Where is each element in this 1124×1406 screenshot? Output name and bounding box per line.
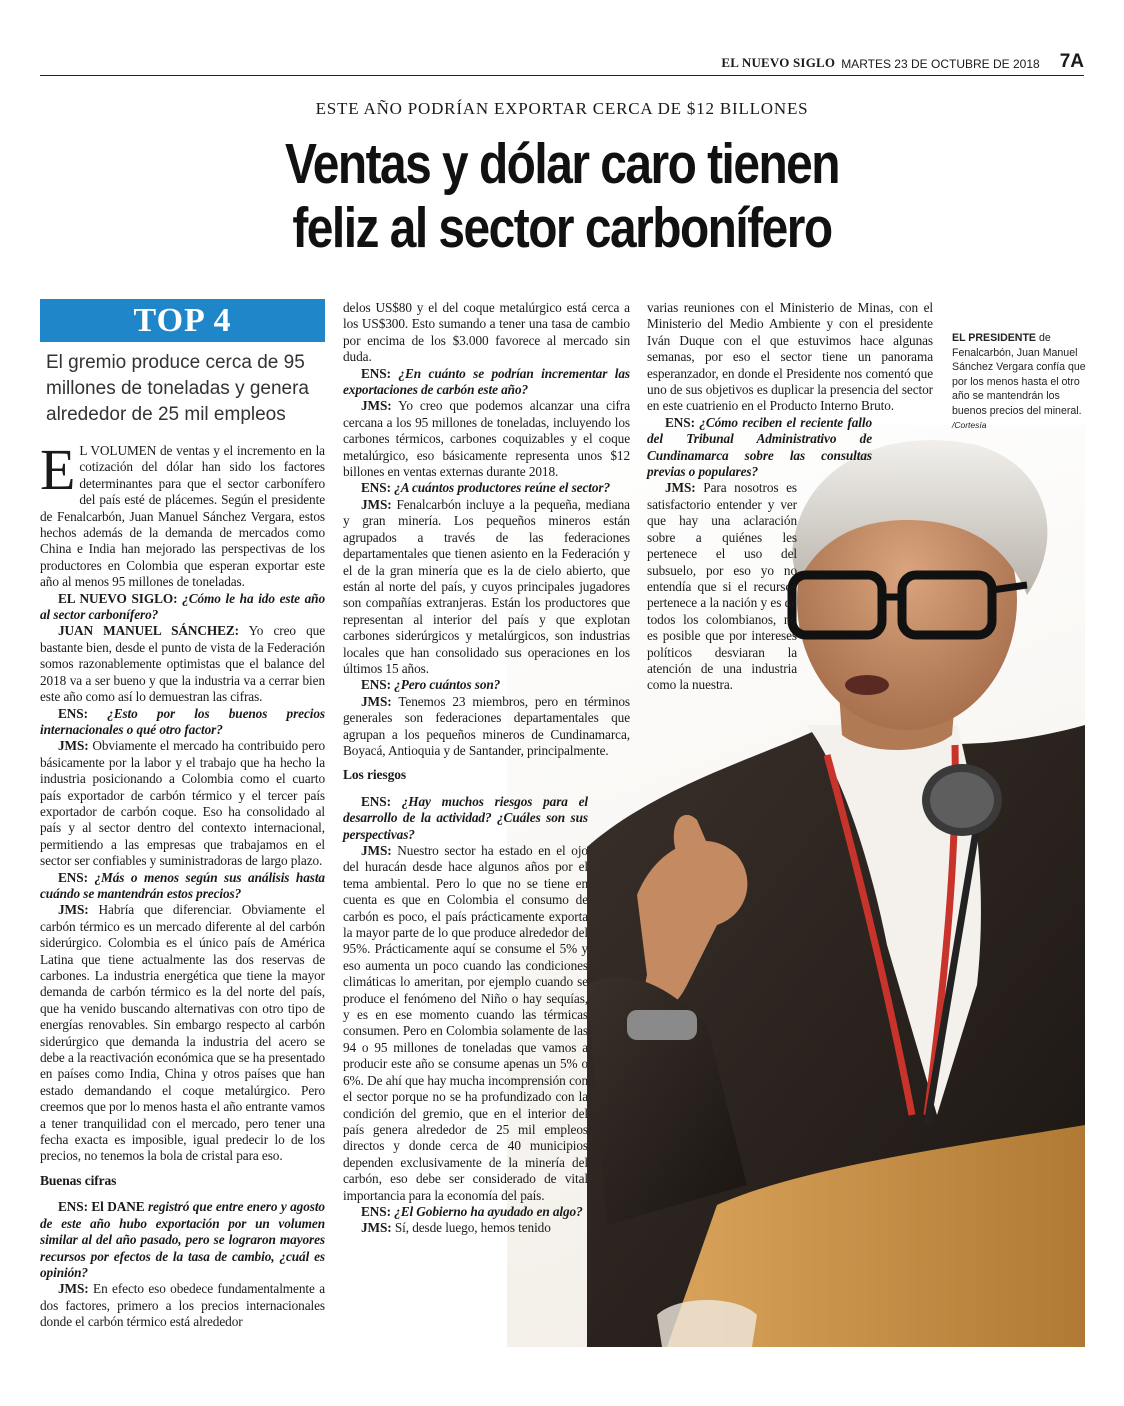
question-speaker: ENS: bbox=[361, 1203, 391, 1219]
newspaper-name: EL NUEVO SIGLO bbox=[721, 55, 836, 70]
answer-speaker: JMS: bbox=[58, 738, 89, 754]
answer-text: Nuestro sector ha estado en el ojo del huracán desde hace algunos años por el tema ambiental. Pero lo que no se tiene en cuenta es que en Colombia el consumo de carbón es poco, el país prácticamente exporta la mayor parte de lo que produce alrededor del 95%. Prácticamente aquí se consume el 5% y eso aumenta un poco cuando las condiciones climáticas lo ameritan, por ejemplo cuando se produce el fenómeno del Niño o hay sequías, y es en ese momento cuando las térmicas consumen. Pero en Colombia solamente de las 94 o 95 millones de toneladas que vamos a producir este año se consume apenas un 5% o 6%. De ahí que hay mucha incomprensión con el sector porque no se ha profundizado con la condición del gremio, que en el interior del país genera alrededor de 25 mil empleos directos y donde cerca de 40 municipios dependen exclusivamente de la minería del carbón, eso debe ser considerado de vital importancia para la economía del país. bbox=[343, 843, 588, 1203]
answer-continued: delos US$80 y el del coque metalúrgico está cerca a los US$300. Esto sumando a tener una tasa de cambio por encima de los $3.000 favorece al mercado sin duda. bbox=[343, 300, 630, 365]
question-text: ¿Cómo reciben el reciente fallo del Tribunal Administrativo de Cundinamarca sobre las consultas previas o populares? bbox=[647, 414, 873, 480]
question-text: registró que entre enero y agosto de este año hubo exportación por un volumen similar al del año pasado, pero se lograron mayores recursos por efectos de la tasa de cambio, ¿cuál es opinión? bbox=[40, 1199, 325, 1280]
answer-text: Sí, desde luego, hemos tenido bbox=[394, 1220, 551, 1236]
answer-text: Para nosotros es satisfactorio entender y ver que hay una aclaración sobre a quiénes les pertenece el uso del subsuelo, por eso yo no entendía que si el recursos pertenece a la nación y es de todos los colombianos, no es posible que por intereses políticos desviaran la atención de una industria como la nuestra. bbox=[647, 480, 797, 693]
drop-cap: E bbox=[40, 437, 76, 502]
article-column-3 bbox=[647, 300, 933, 694]
article-column-1 bbox=[40, 437, 326, 1331]
question-emphasis: El DANE bbox=[91, 1199, 145, 1215]
headline bbox=[90, 132, 1034, 260]
answer-speaker: JMS: bbox=[361, 1220, 392, 1236]
top4-summary: El gremio produce cerca de 95 millones de toneladas y genera alrededor de 25 mil empleos bbox=[46, 352, 310, 425]
answer-speaker: JMS: bbox=[58, 1281, 89, 1297]
intro-paragraph: L VOLUMEN de ventas y el incremento en la cotización del dólar han sido los factores determinantes para que el sector carbonífero del país esté de plácemes. Según el presidente de Fenalcarbón, Juan Manuel Sánchez Vergara, estos hechos además de la demanda de mercados como China e India han mejorado las perspectivas de los productores en Colombia que esperan exportar este año al menos 95 millones de toneladas. bbox=[40, 443, 325, 590]
question-speaker: ENS: bbox=[665, 414, 695, 430]
top4-banner bbox=[40, 299, 325, 342]
issue-date: MARTES 23 DE OCTUBRE DE 2018 bbox=[841, 57, 1040, 71]
question-speaker: EL NUEVO SIGLO: bbox=[58, 590, 178, 606]
headline-line-2: feliz al sector carbonífero bbox=[292, 196, 832, 260]
headline-line-1: Ventas y dólar caro tienen bbox=[284, 132, 840, 196]
caption-text: de Fenalcarbón, Juan Manuel Sánchez Vergara confía que por los menos hasta el otro año se mantendrán los buenos precios del mineral. bbox=[952, 332, 1086, 417]
caption-lead: EL PRESIDENTE bbox=[952, 332, 1036, 344]
question-text: ¿A cuántos productores reúne el sector? bbox=[394, 480, 611, 496]
kicker: ESTE AÑO PODRÍAN EXPORTAR CERCA DE $12 BILLONES bbox=[315, 99, 809, 118]
question-speaker: ENS: bbox=[361, 677, 391, 693]
photo-caption bbox=[952, 331, 1087, 433]
answer-text: Obviamente el mercado ha contribuido pero básicamente por la labor y el trabajo que ha hecho la industria posicionando a Colombia como el cuarto país exportador de carbón térmico y el tercer país exportador de carbón coque. Eso ha consolidado al país y al sector dentro del contexto internacional, permitiendo a las empresas que trabajamos en el sector ser confiables y suministradoras de largo plazo. bbox=[40, 738, 326, 869]
subheading-los-riesgos: Los riesgos bbox=[343, 767, 407, 783]
question-text: ¿Cómo le ha ido este año al sector carbonífero? bbox=[40, 590, 325, 623]
masthead bbox=[40, 52, 1084, 76]
photo-credit: /Cortesía bbox=[952, 420, 987, 430]
question-speaker: ENS: bbox=[58, 869, 88, 885]
page-number: 7A bbox=[1059, 51, 1084, 72]
answer-speaker: JMS: bbox=[361, 496, 392, 512]
answer-continued: varias reuniones con el Ministerio de Minas, con el Ministerio del Medio Ambiente y con el presidente Iván Duque con el que estuvimos hace algunas semanas, por eso el sector tiene un panorama esperanzador, en donde el Presidente nos comentó que uno de sus objetivos es duplicar la presencia del sector en este cuatrienio en el Producto Interno Bruto. bbox=[647, 300, 933, 414]
question-text: ¿El Gobierno ha ayudado en algo? bbox=[394, 1203, 583, 1219]
question-text: ¿Más o menos según sus análisis hasta cuándo se mantendrán estos precios? bbox=[40, 869, 325, 901]
answer-speaker: JUAN MANUEL SÁNCHEZ: bbox=[58, 623, 239, 639]
question-text: ¿Esto por los buenos precios internacionales o qué otro factor? bbox=[40, 705, 325, 737]
question-text: ¿Pero cuántos son? bbox=[394, 677, 501, 693]
answer-speaker: JMS: bbox=[58, 902, 89, 918]
answer-speaker: JMS: bbox=[361, 398, 392, 414]
answer-speaker: JMS: bbox=[665, 480, 696, 496]
top4-label: TOP 4 bbox=[133, 301, 232, 339]
question-speaker: ENS: bbox=[58, 1199, 88, 1215]
article-column-2 bbox=[343, 300, 630, 1237]
answer-text: Yo creo que bastante bien, desde el punto de vista de la Federación somos razonablemente optimistas que el balance del 2018 va a ser bueno y que la industria va a cerrar bien este año como así lo demuestran las cifras. bbox=[40, 623, 325, 705]
question-speaker: ENS: bbox=[361, 480, 391, 496]
question-speaker: ENS: bbox=[361, 365, 391, 381]
answer-text: Tenemos 23 miembros, pero en términos generales son federaciones departamentales que agrupan a los pequeños mineros de Cundinamarca, Boyacá, Antioquia y de Santander, principalmente. bbox=[343, 693, 631, 758]
question-text: ¿En cuánto se podrían incrementar las exportaciones de carbón este año? bbox=[343, 365, 630, 398]
question-text: ¿Hay muchos riesgos para el desarrollo de la actividad? ¿Cuáles son sus perspectivas? bbox=[343, 793, 588, 842]
question-speaker: ENS: bbox=[58, 705, 88, 721]
answer-speaker: JMS: bbox=[361, 693, 392, 709]
answer-text: En efecto eso obedece fundamentalmente a dos factores, primero a los precios internacionales donde el carbón térmico está alrededor bbox=[40, 1281, 325, 1330]
answer-speaker: JMS: bbox=[361, 843, 392, 858]
subheading-buenas-cifras: Buenas cifras bbox=[40, 1172, 117, 1188]
answer-text: Yo creo que podemos alcanzar una cifra cercana a los 95 millones de toneladas, incluyendo los carbones térmicos, carbones coquizables y el coque metalúrgico, eso básicamente representa unos $12 billones en ventas externas durante 2018. bbox=[343, 398, 630, 480]
answer-text: Habría que diferenciar. Obviamente el carbón térmico es un mercado diferente al del carbón siderúrgico. Colombia es el único país de América Latina que tiene actualmente las dos reservas de carbones. La industria energética que tiene la mayor demanda de carbón térmico es la del norte del país, que ha venido buscando alternativas con otro tipo de energías renovables. Sin embargo respecto al carbón siderúrgico que demanda la industria del acero se debe a la reactivación económica que se ha presentado en países como India, China y otros países que han estado demandando el coque metalúrgico. Pero creemos que por lo menos hasta el año entrante vamos a tener tranquilidad con el mercado, pero tener una fecha exacta es imposible, igual predecir lo de los precios, no tenemos la bola de cristal para eso. bbox=[40, 902, 325, 1164]
answer-text: Fenalcarbón incluye a la pequeña, mediana y gran minería. Los pequeños mineros están agrupados a través de las federaciones departamentales que tienen asiento en la Federación y el de la gran minería que es la de cielo abierto, que están al norte del país, y cuyos principales jugadores son compañías extranjeras. Están los productores que representan al interior del país y que explotan carbones siderúrgicos y metalúrgicos, son industrias locales que han consolidado sus operaciones en los últimos 15 años. bbox=[343, 496, 630, 676]
question-speaker: ENS: bbox=[361, 793, 391, 809]
